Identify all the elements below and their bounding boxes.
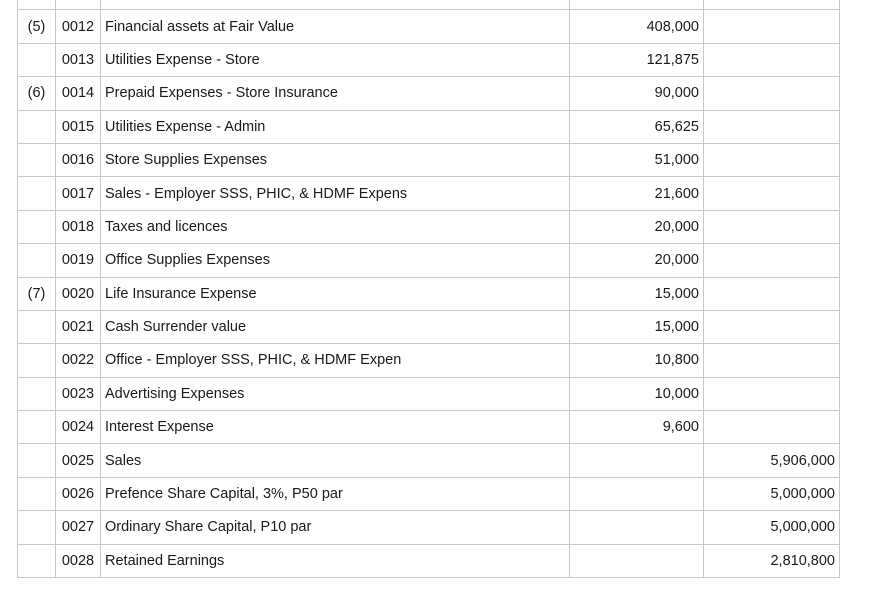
debit-cell[interactable] (570, 511, 704, 544)
table-row (18, 444, 840, 477)
account-name-cell[interactable]: Store Supplies Expenses (101, 143, 570, 176)
debit-cell[interactable]: 15,000 (570, 277, 704, 310)
table-row (18, 511, 840, 544)
table-row (18, 544, 840, 577)
debit-cell[interactable]: 90,000 (570, 77, 704, 110)
debit-cell[interactable]: 408,000 (570, 10, 704, 43)
note-cell[interactable]: (5) (18, 10, 56, 43)
account-code-cell[interactable]: 0027 (56, 511, 101, 544)
table-row (18, 177, 840, 210)
credit-cell[interactable]: 5,000,000 (704, 511, 840, 544)
account-name-cell[interactable]: Life Insurance Expense (101, 277, 570, 310)
table-row (18, 143, 840, 176)
account-code-cell[interactable]: 0014 (56, 77, 101, 110)
credit-cell[interactable] (704, 244, 840, 277)
account-code-cell[interactable]: 0019 (56, 244, 101, 277)
note-cell[interactable] (18, 444, 56, 477)
note-cell[interactable] (18, 0, 56, 10)
debit-cell[interactable]: 15,000 (570, 310, 704, 343)
table-row (18, 110, 840, 143)
account-code-cell[interactable]: 0017 (56, 177, 101, 210)
credit-cell[interactable] (704, 344, 840, 377)
note-cell[interactable] (18, 43, 56, 76)
note-cell[interactable] (18, 310, 56, 343)
table-row (18, 10, 840, 43)
credit-cell[interactable] (704, 0, 840, 10)
account-code-cell[interactable]: 0026 (56, 477, 101, 510)
debit-cell[interactable] (570, 477, 704, 510)
table-row (18, 0, 840, 10)
account-name-cell[interactable]: Office - Employer SSS, PHIC, & HDMF Expen (101, 344, 570, 377)
account-code-cell[interactable]: 0016 (56, 143, 101, 176)
note-cell[interactable] (18, 210, 56, 243)
account-name-cell[interactable]: Cash Surrender value (101, 310, 570, 343)
account-name-cell[interactable] (101, 0, 570, 10)
credit-cell[interactable] (704, 377, 840, 410)
credit-cell[interactable] (704, 10, 840, 43)
account-name-cell[interactable]: Prefence Share Capital, 3%, P50 par (101, 477, 570, 510)
table-row (18, 244, 840, 277)
debit-cell[interactable]: 10,000 (570, 377, 704, 410)
credit-cell[interactable] (704, 77, 840, 110)
account-code-cell[interactable]: 0022 (56, 344, 101, 377)
debit-cell[interactable]: 9,600 (570, 411, 704, 444)
note-cell[interactable]: (7) (18, 277, 56, 310)
account-name-cell[interactable]: Retained Earnings (101, 544, 570, 577)
account-name-cell[interactable]: Prepaid Expenses - Store Insurance (101, 77, 570, 110)
account-code-cell[interactable] (56, 0, 101, 10)
credit-cell[interactable]: 5,906,000 (704, 444, 840, 477)
note-cell[interactable] (18, 177, 56, 210)
table-row (18, 43, 840, 76)
account-code-cell[interactable]: 0018 (56, 210, 101, 243)
note-cell[interactable] (18, 244, 56, 277)
table-row (18, 210, 840, 243)
note-cell[interactable] (18, 110, 56, 143)
debit-cell[interactable]: 20,000 (570, 210, 704, 243)
debit-cell[interactable]: 121,875 (570, 43, 704, 76)
table-row (18, 377, 840, 410)
credit-cell[interactable]: 2,810,800 (704, 544, 840, 577)
account-code-cell[interactable]: 0020 (56, 277, 101, 310)
account-code-cell[interactable]: 0012 (56, 10, 101, 43)
account-code-cell[interactable]: 0025 (56, 444, 101, 477)
debit-cell[interactable] (570, 0, 704, 10)
debit-cell[interactable]: 21,600 (570, 177, 704, 210)
credit-cell[interactable] (704, 310, 840, 343)
credit-cell[interactable] (704, 210, 840, 243)
credit-cell[interactable]: 5,000,000 (704, 477, 840, 510)
table-body (18, 0, 840, 578)
debit-cell[interactable]: 20,000 (570, 244, 704, 277)
note-cell[interactable] (18, 477, 56, 510)
account-code-cell[interactable]: 0028 (56, 544, 101, 577)
credit-cell[interactable] (704, 143, 840, 176)
table-row (18, 310, 840, 343)
credit-cell[interactable] (704, 110, 840, 143)
table-row (18, 477, 840, 510)
table-row (18, 411, 840, 444)
note-cell[interactable]: (6) (18, 77, 56, 110)
credit-cell[interactable] (704, 43, 840, 76)
account-name-cell[interactable]: Taxes and licences (101, 210, 570, 243)
note-cell[interactable] (18, 344, 56, 377)
account-code-cell[interactable]: 0015 (56, 110, 101, 143)
account-name-cell[interactable]: Advertising Expenses (101, 377, 570, 410)
credit-cell[interactable] (704, 177, 840, 210)
debit-cell[interactable]: 10,800 (570, 344, 704, 377)
credit-cell[interactable] (704, 277, 840, 310)
debit-cell[interactable] (570, 444, 704, 477)
account-code-cell[interactable]: 0023 (56, 377, 101, 410)
trial-balance-table (17, 0, 840, 578)
account-name-cell[interactable]: Sales - Employer SSS, PHIC, & HDMF Expens (101, 177, 570, 210)
account-name-cell[interactable]: Interest Expense (101, 411, 570, 444)
debit-cell[interactable] (570, 544, 704, 577)
table-row (18, 344, 840, 377)
note-cell[interactable] (18, 411, 56, 444)
credit-cell[interactable] (704, 411, 840, 444)
account-name-cell[interactable]: Financial assets at Fair Value (101, 10, 570, 43)
debit-cell[interactable]: 51,000 (570, 143, 704, 176)
note-cell[interactable] (18, 544, 56, 577)
table-row (18, 77, 840, 110)
account-name-cell[interactable]: Utilities Expense - Store (101, 43, 570, 76)
account-code-cell[interactable]: 0013 (56, 43, 101, 76)
note-cell[interactable] (18, 377, 56, 410)
account-name-cell[interactable]: Utilities Expense - Admin (101, 110, 570, 143)
debit-cell[interactable]: 65,625 (570, 110, 704, 143)
account-name-cell[interactable]: Sales (101, 444, 570, 477)
note-cell[interactable] (18, 511, 56, 544)
account-code-cell[interactable]: 0021 (56, 310, 101, 343)
account-name-cell[interactable]: Office Supplies Expenses (101, 244, 570, 277)
account-code-cell[interactable]: 0024 (56, 411, 101, 444)
account-name-cell[interactable]: Ordinary Share Capital, P10 par (101, 511, 570, 544)
note-cell[interactable] (18, 143, 56, 176)
table-row (18, 277, 840, 310)
